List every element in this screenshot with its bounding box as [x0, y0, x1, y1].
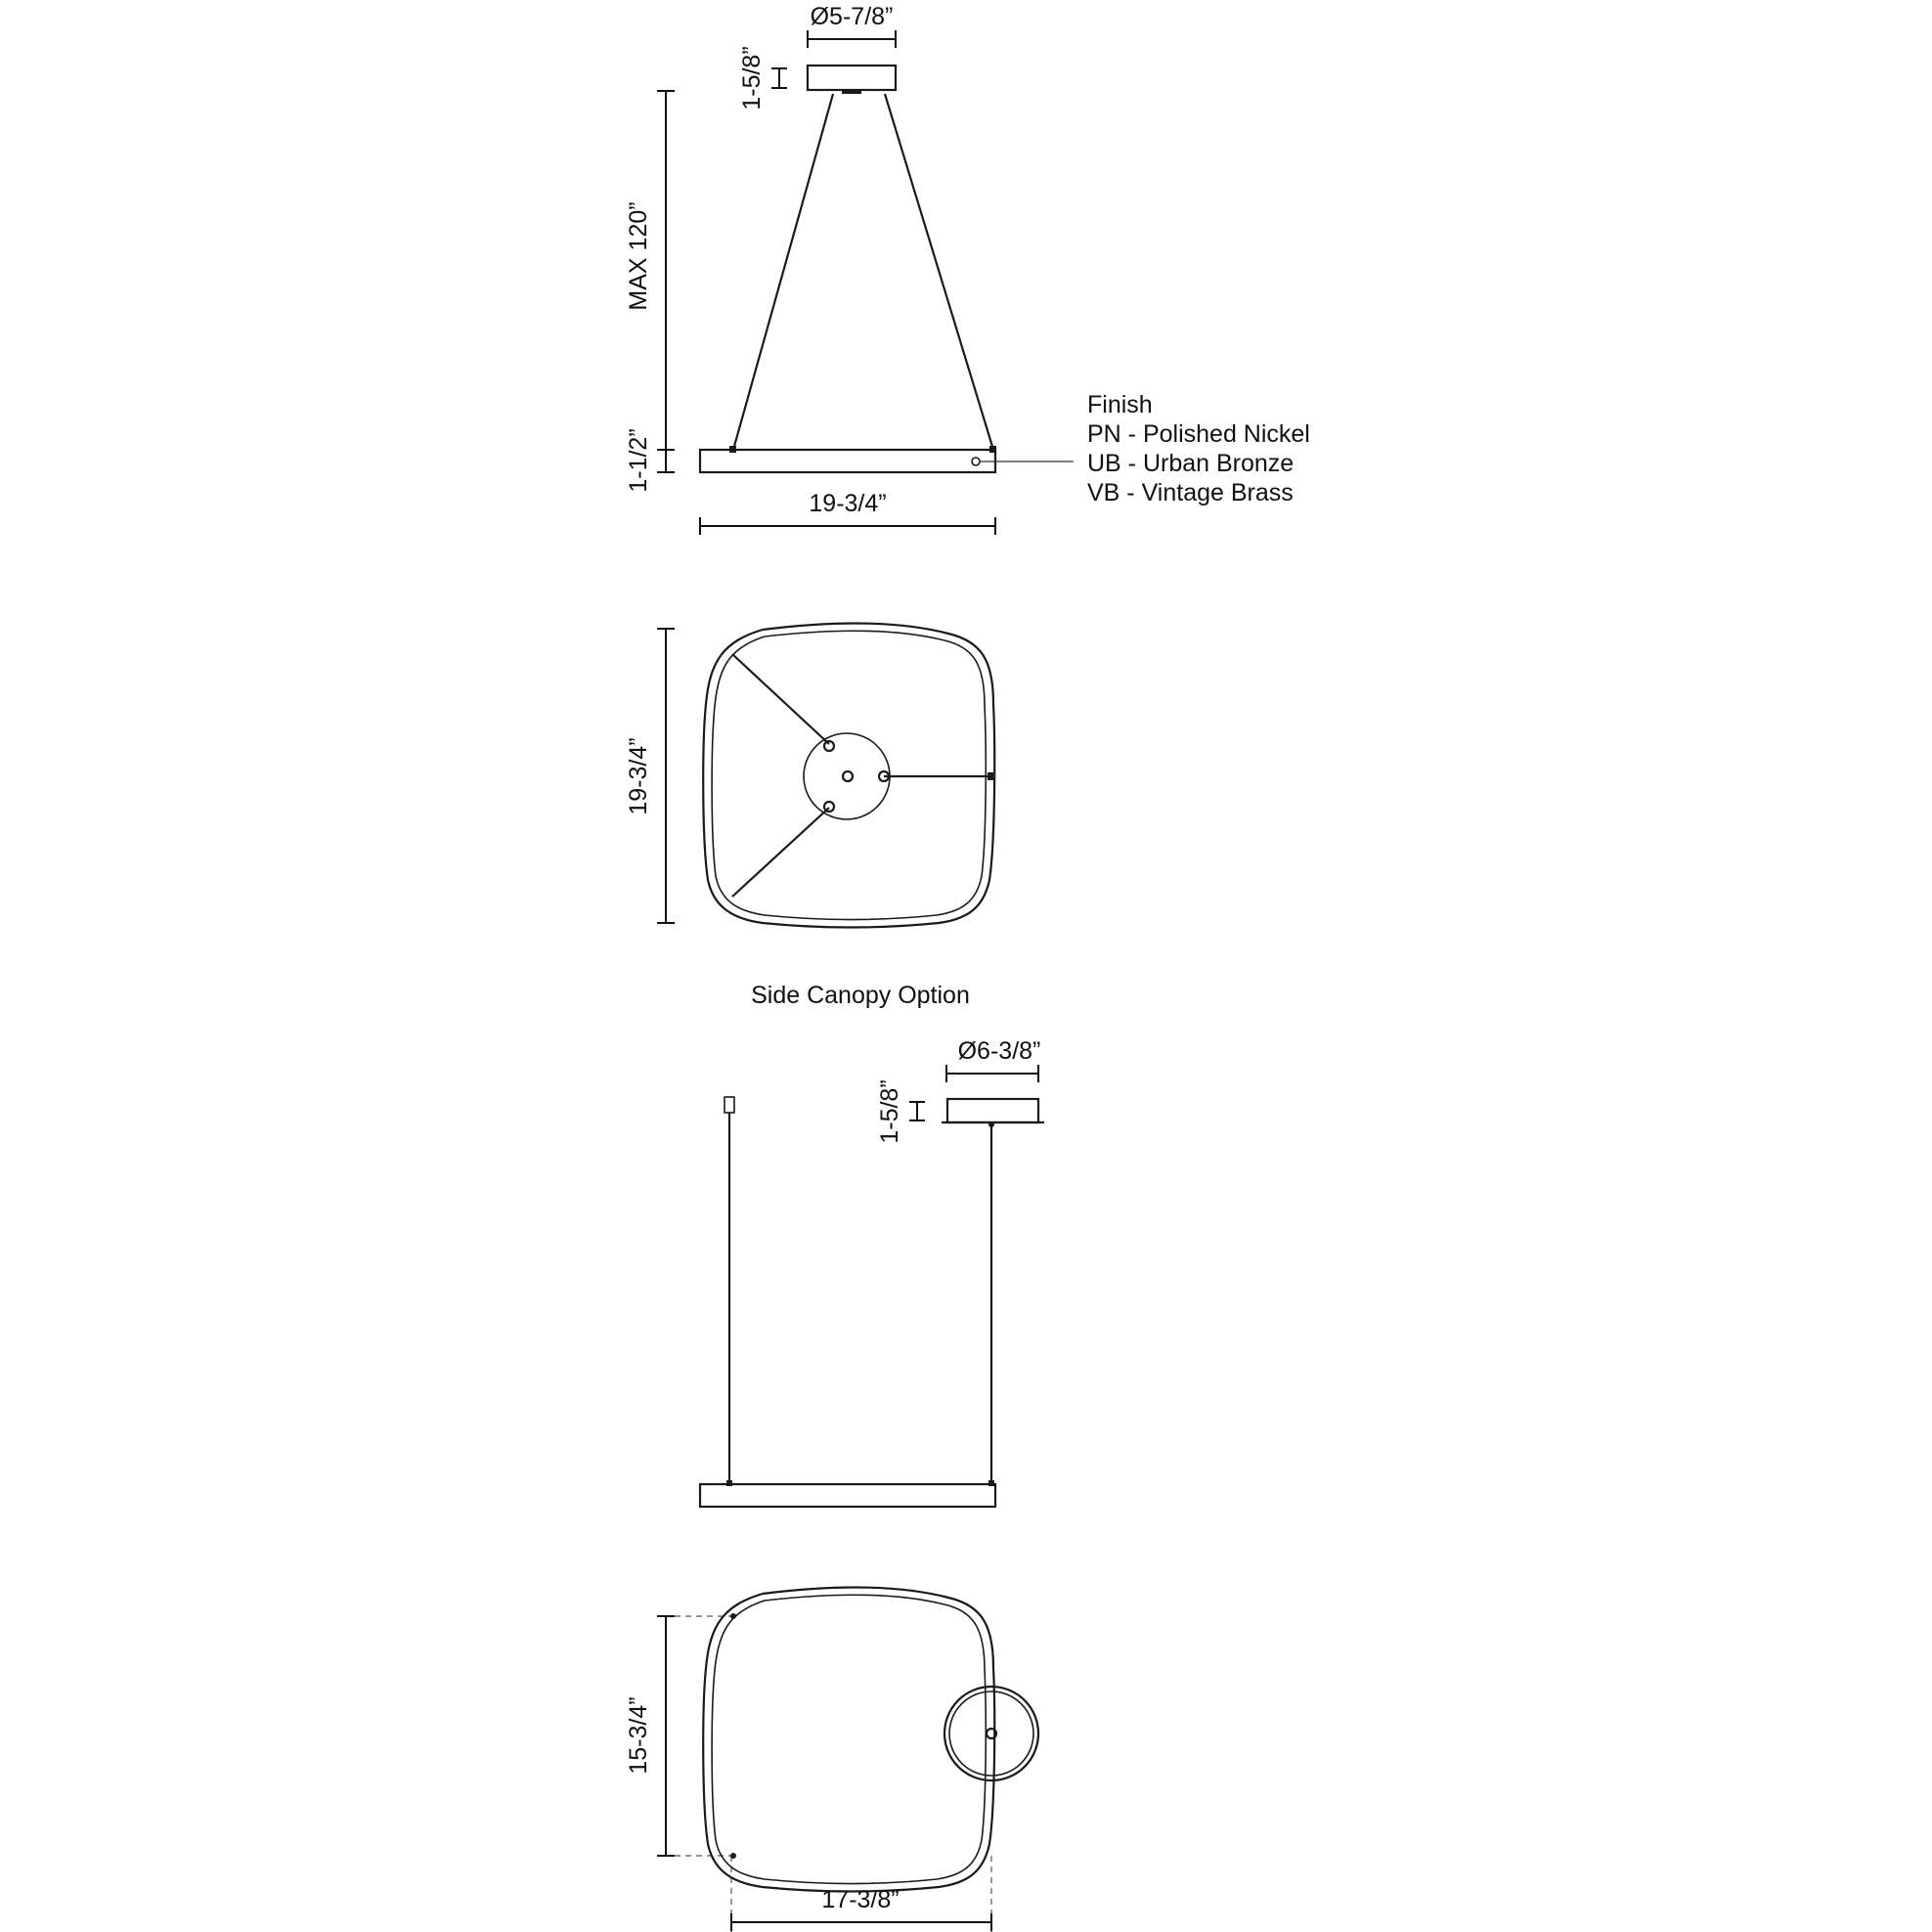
- canopy-height-label: 1-5/8”: [738, 46, 766, 110]
- side-canopy-elevation: [700, 1037, 1044, 1507]
- finish-option-ub: UB - Urban Bronze: [1087, 450, 1295, 477]
- side-canopy-fixture-ring: [700, 1484, 995, 1507]
- side-canopy-diameter-label: Ø6-3/8”: [957, 1037, 1041, 1065]
- side-plan-width-label: 17-3/8”: [821, 1886, 900, 1913]
- fixture-height-label: 1-1/2”: [625, 428, 652, 493]
- fixture-width-label: 19-3/4”: [809, 490, 887, 517]
- side-canopy-height-label: 1-5/8”: [876, 1079, 903, 1144]
- max-drop-label: MAX 120”: [625, 201, 652, 311]
- plan-canopy: [804, 733, 890, 819]
- side-canopy-title: Side Canopy Option: [751, 982, 970, 1009]
- canopy-diameter-label: Ø5-7/8”: [810, 3, 894, 30]
- side-plan-depth-label: 15-3/4”: [625, 1696, 652, 1775]
- suspension-cable-right: [885, 94, 993, 450]
- fixture-ring-elevation: [700, 450, 995, 472]
- plan-depth-label: 19-3/4”: [625, 737, 652, 815]
- elevation-view: [625, 3, 1074, 535]
- canopy: [808, 66, 896, 90]
- side-canopy-plan-circle: [944, 1687, 1038, 1780]
- side-canopy: [947, 1099, 1038, 1122]
- plan-view: [625, 624, 994, 928]
- suspension-cable-left: [733, 94, 833, 450]
- finish-option-vb: VB - Vintage Brass: [1087, 479, 1294, 506]
- finish-notes: [1087, 391, 1310, 506]
- side-canopy-plan: [625, 1588, 1038, 1932]
- side-fixture-ring-plan-outer: [703, 1588, 994, 1892]
- finish-title: Finish: [1087, 391, 1153, 418]
- finish-option-pn: PN - Polished Nickel: [1087, 420, 1310, 448]
